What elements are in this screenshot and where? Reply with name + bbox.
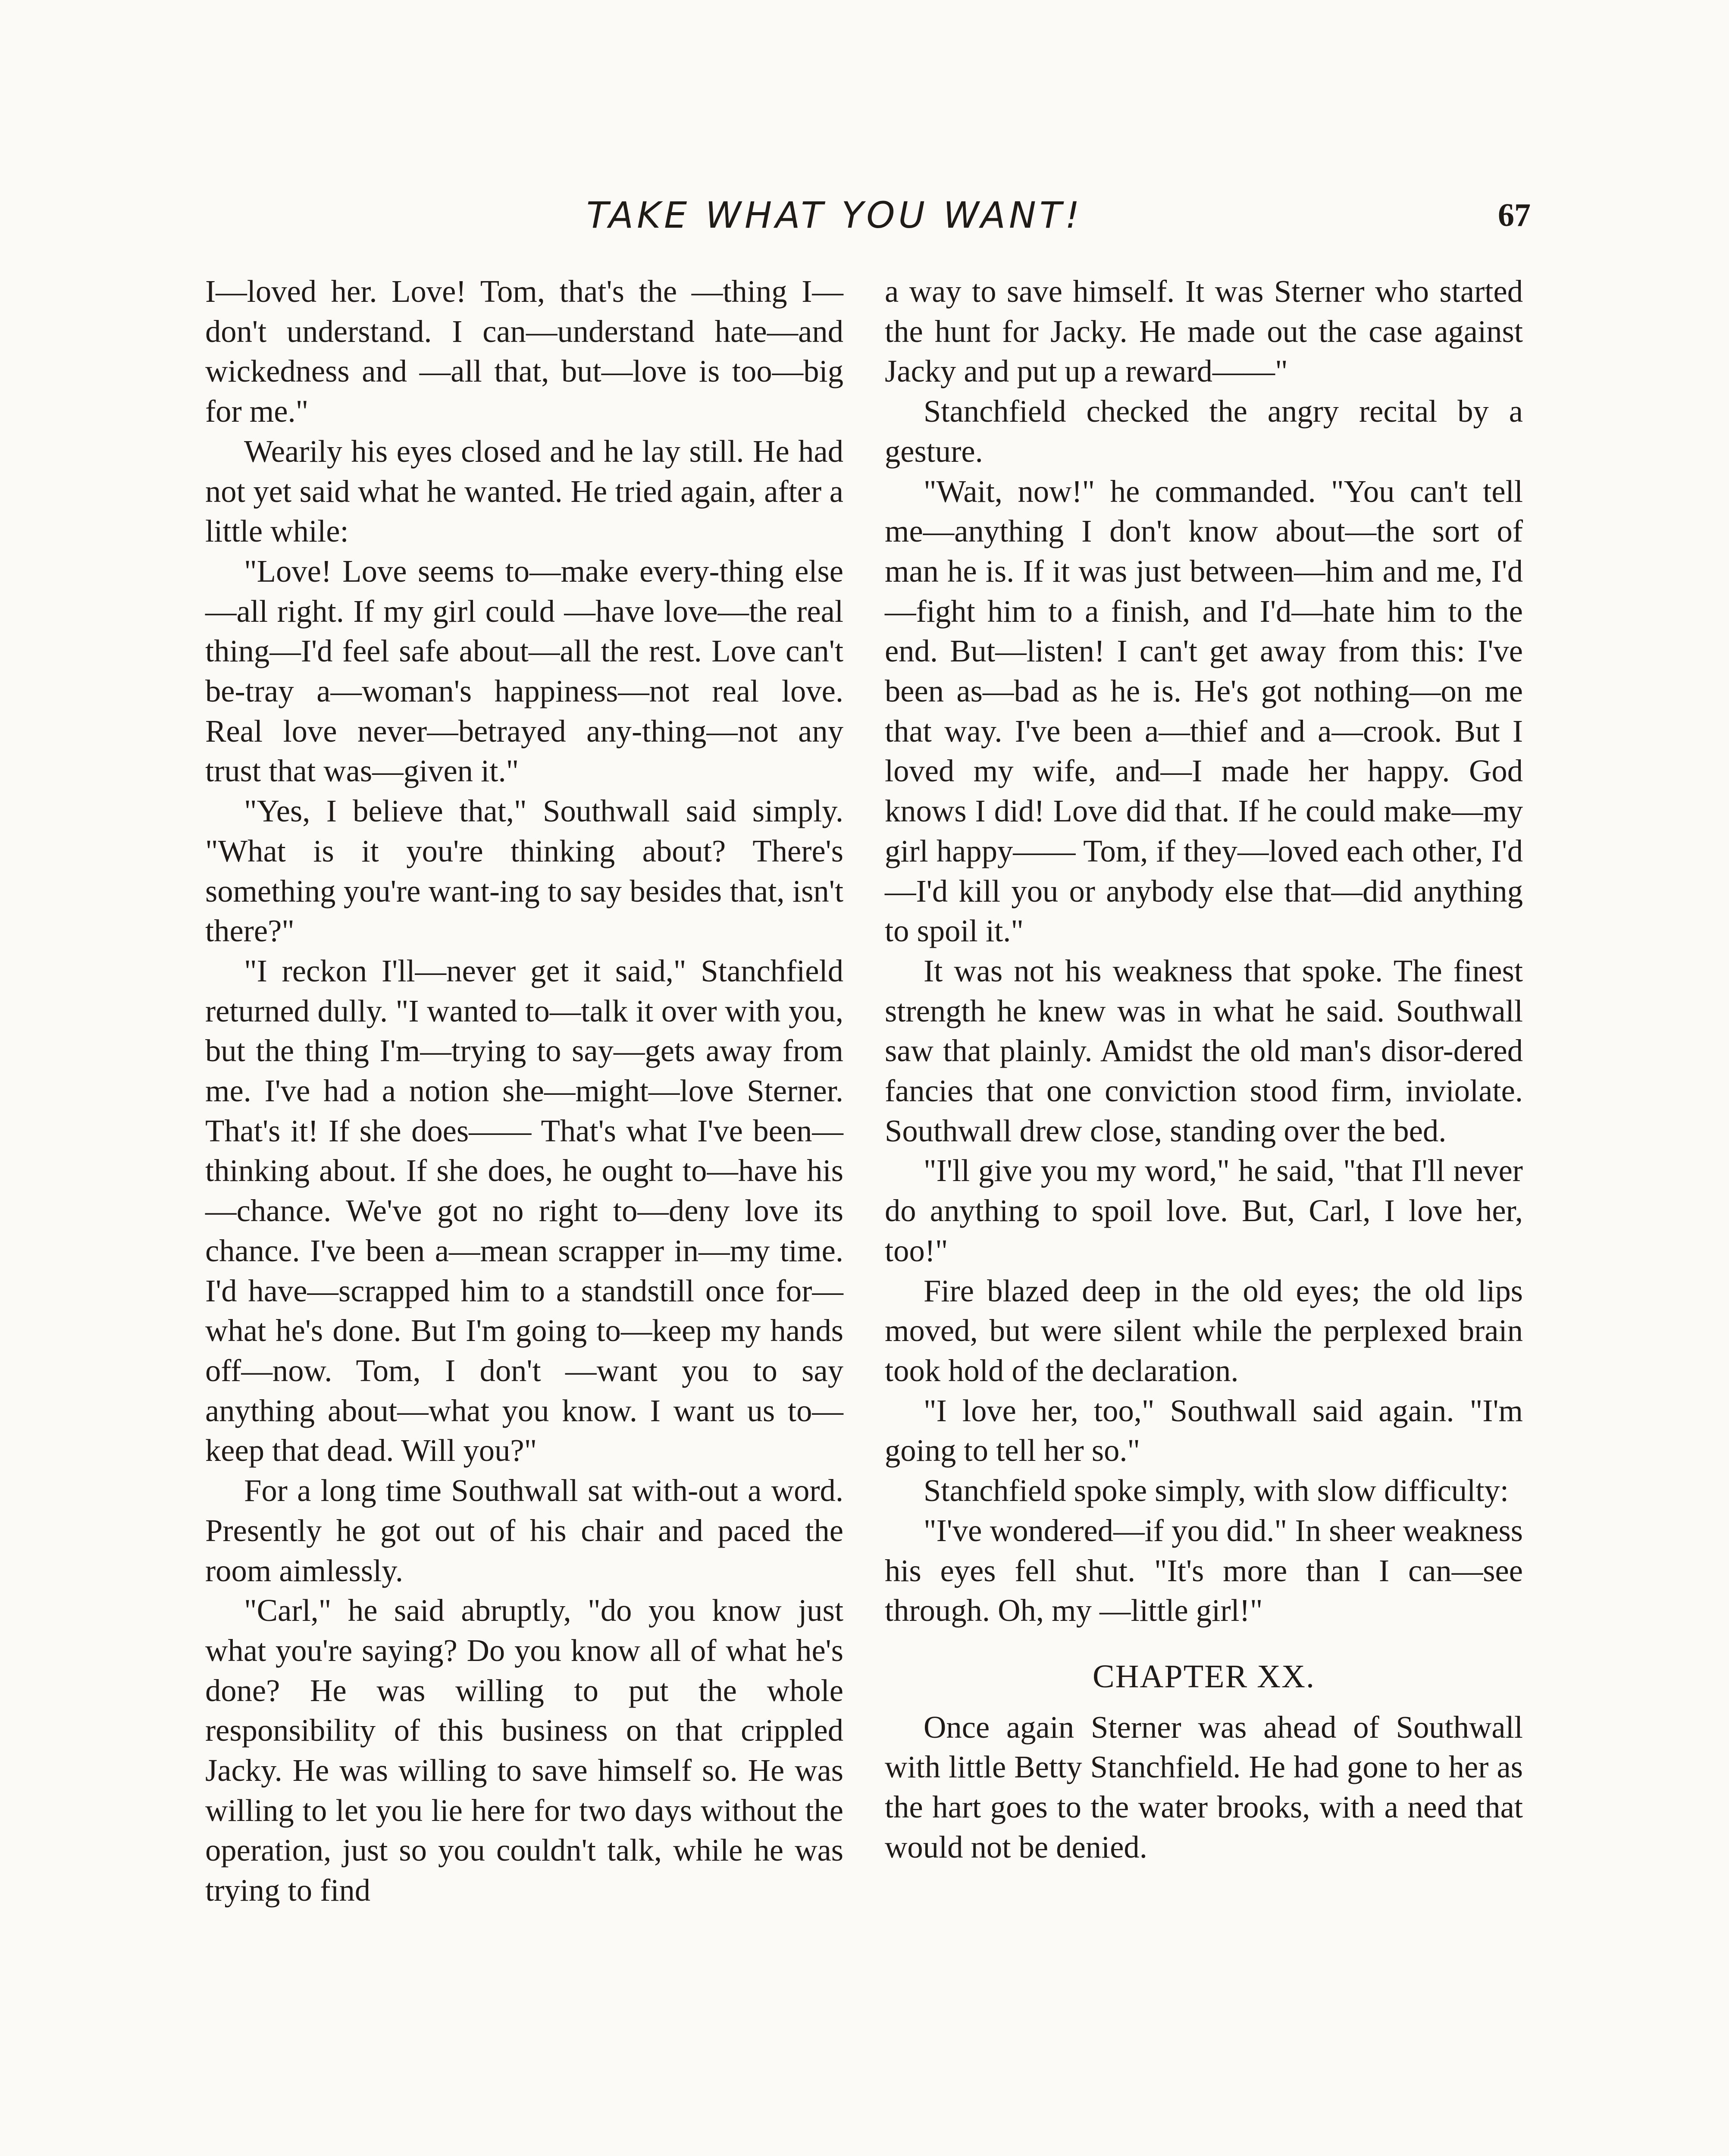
left-column bbox=[205, 272, 843, 1911]
paragraph: For a long time Southwall sat with-out a word. Presently he got out of his chair and paced the room aimlessly. bbox=[205, 1473, 843, 1588]
paragraph: Fire blazed deep in the old eyes; the old lips moved, but were silent while the perplexed brain took hold of the declaration. bbox=[885, 1273, 1523, 1388]
paragraph: "I've wondered—if you did." In sheer weakness his eyes fell shut. "It's more than I can—see through. Oh, my —little girl!" bbox=[885, 1513, 1523, 1628]
paragraph: "Yes, I believe that," Southwall said simply. "What is it you're thinking about? There's something you're want-ing to say besides that, isn't there?" bbox=[205, 793, 843, 949]
right-column bbox=[885, 272, 1523, 1867]
chapter-heading: CHAPTER XX. bbox=[1092, 1658, 1316, 1695]
paragraph: I—loved her. Love! Tom, that's the —thing I—don't understand. I can—understand hate—and wickedness and —all that, but—love is too—big for me." bbox=[205, 274, 843, 429]
paragraph: Stanchfield checked the angry recital by a gesture. bbox=[885, 394, 1523, 469]
paragraph: "Carl," he said abruptly, "do you know just what you're saying? Do you know all of what he's done? He was willing to put the whole responsibility of this business on that crippled Jacky. He was willing to save himself so. He was willing to let you lie here for two days without the operation, just so you couldn't talk, while he was trying to find bbox=[205, 1593, 843, 1908]
paragraph: a way to save himself. It was Sterner who started the hunt for Jacky. He made out the case against Jacky and put up a reward——" bbox=[885, 274, 1523, 389]
paragraph: "I love her, too," Southwall said again. "I'm going to tell her so." bbox=[885, 1393, 1523, 1468]
paragraph: "Love! Love seems to—make every-thing else—all right. If my girl could —have love—the real thing—I'd feel safe about—all the rest. Love can't be-tray a—woman's happiness—not real love. Real love never—betrayed any-thing—not any trust that was—given it." bbox=[205, 553, 843, 789]
running-header bbox=[203, 190, 1531, 250]
page-number: 67 bbox=[1498, 197, 1531, 233]
paragraph: Wearily his eyes closed and he lay still. He had not yet said what he wanted. He tried again, after a little while: bbox=[205, 433, 843, 549]
running-title: TAKE WHAT YOU WANT! bbox=[586, 194, 1083, 236]
paragraph: "I reckon I'll—never get it said," Stanchfield returned dully. "I wanted to—talk it over with you, but the thing I'm—trying to say—gets away from me. I've had a notion she—might—love Sterner. That's it! If she does—— That's what I've been—thinking about. If she does, he ought to—have his—chance. We've got no right to—deny love its chance. I've been a—mean scrapper in—my time. I'd have—scrapped him to a standstill once for—what he's done. But I'm going to—keep my hands off—now. Tom, I don't —want you to say anything about—what you know. I want us to—keep that dead. Will you?" bbox=[205, 953, 843, 1468]
paragraph: Stanchfield spoke simply, with slow difficulty: bbox=[924, 1473, 1509, 1508]
paragraph: "I'll give you my word," he said, "that I'll never do anything to spoil love. But, Carl, I love her, too!" bbox=[885, 1153, 1523, 1268]
paragraph: "Wait, now!" he commanded. "You can't tell me—anything I don't know about—the sort of man he is. If it was just between—him and me, I'd—fight him to a finish, and I'd—hate him to the end. But—listen! I can't get away from this: I've been as—bad as he is. He's got nothing—on me that way. I've been a—thief and a—crook. But I loved my wife, and—I made her happy. God knows I did! Love did that. If he could make—my girl happy—— Tom, if they—loved each other, I'd—I'd kill you or anybody else that—did anything to spoil it." bbox=[885, 473, 1523, 949]
paragraph: Once again Sterner was ahead of Southwall with little Betty Stanchfield. He had gone to her as the hart goes to the water brooks, with a need that would not be denied. bbox=[885, 1709, 1523, 1865]
paragraph: It was not his weakness that spoke. The finest strength he knew was in what he said. Southwall saw that plainly. Amidst the old man's disor-dered fancies that one conviction stood firm, inviolate. Southwall drew close, standing over the bed. bbox=[885, 953, 1523, 1148]
